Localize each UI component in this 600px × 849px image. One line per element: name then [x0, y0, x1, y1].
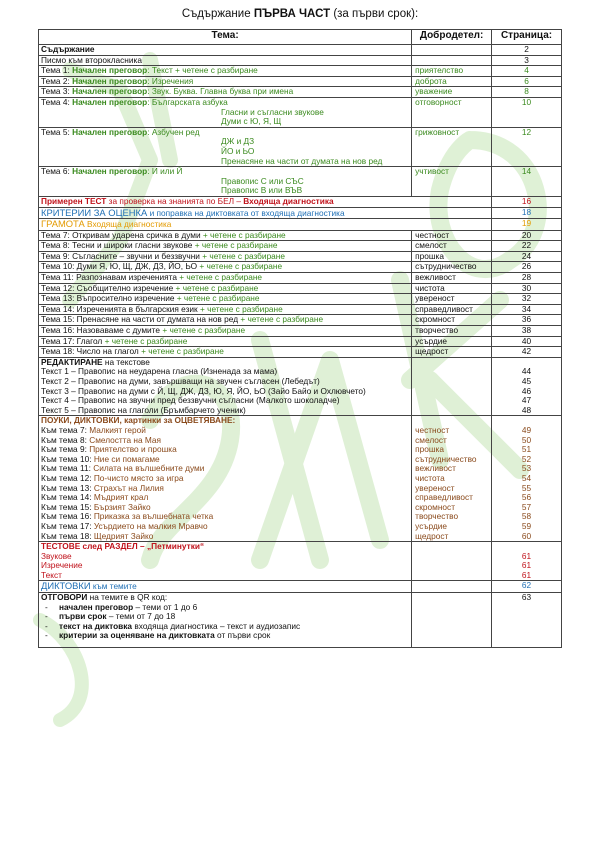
- list-item: - начален преговор – теми от 1 до 6: [41, 603, 409, 613]
- list-item: Към тема 11: Силата на вълшебните думи: [41, 463, 205, 474]
- row-virtue: увереност: [412, 294, 492, 305]
- table-row: [39, 66, 562, 77]
- row-topic: Тема 16: Назоваваме с думите + четене с разбиране: [39, 326, 412, 337]
- editing-pages: 44 45 46 47 48: [492, 357, 562, 416]
- row-page: 10: [492, 97, 562, 127]
- list-item: Текст 5 – Правопис на глаголи (Бръмбарчето ученик): [41, 404, 246, 415]
- row-virtue: грижовност: [412, 127, 492, 166]
- row-page: 36: [492, 315, 562, 326]
- title-suffix: (за първи срок):: [333, 8, 419, 20]
- table-row: [39, 230, 562, 241]
- row-virtue: смелост: [412, 241, 492, 252]
- row-topic: Тема 2: Начален преговор: Изречения: [39, 76, 412, 87]
- lessons-pages: 49 50 51 52 53 54 55 56 57 58 59 60: [492, 416, 562, 542]
- row-page: 18: [492, 207, 562, 219]
- table-row: [39, 315, 562, 326]
- row-virtue: учтивост: [412, 167, 492, 197]
- row-topic: Тема 7: Откривам ударена сричка в думи + четене с разбиране: [39, 230, 412, 241]
- tests-pages: 61 61 61: [492, 542, 562, 581]
- row-page: 40: [492, 336, 562, 347]
- row-page: 19: [492, 219, 562, 231]
- row-virtue: щедрост: [412, 347, 492, 358]
- row-topic: Съдържание: [39, 45, 412, 56]
- row-page: 38: [492, 326, 562, 337]
- row-topic: ДИКТОВКИ към темите: [39, 581, 412, 593]
- row-topic: Тема 1: Начален преговор: Текст + четене с разбиране: [39, 66, 412, 77]
- table-row: [39, 581, 562, 593]
- row-virtue: справедливост: [412, 304, 492, 315]
- row-topic: Писмо към второкласника: [39, 55, 412, 66]
- row-virtue: скромност: [412, 315, 492, 326]
- row-page: 32: [492, 294, 562, 305]
- answers-page: 63: [492, 593, 562, 648]
- header-virtue: Добродетел:: [412, 30, 492, 45]
- tests-section: [39, 542, 562, 581]
- row-topic: Тема 12: Съобщително изречение + четене с разбиране: [39, 283, 412, 294]
- table-row: [39, 127, 562, 166]
- table-row: [39, 97, 562, 127]
- row-topic: Тема 4: Начален преговор: Българската азбука Гласни и съгласни звукове Думи с Ю, Я, Щ: [39, 97, 412, 127]
- table-row: [39, 347, 562, 358]
- row-virtue: творчество: [412, 326, 492, 337]
- row-page: 26: [492, 262, 562, 273]
- row-virtue: чистота: [412, 283, 492, 294]
- title-prefix: Съдържание: [181, 8, 251, 20]
- editing-topics: РЕДАКТИРАНЕ на текстове Текст 1 – Правопис на неударена гласна (Изненада за мама) Текст 2 – Правопис на думи, завършващи на звучен съгласен (Лебедът) Текст 3 – Правопис на думи с Й, Щ, ДЖ, ДЗ, Ю, Я, ЙО, ЬО (Зайо Байо и Охлювчето) Текст 4 – Правопис на звучни пред беззвучни съгласни (Малкото шоколадче) Текст 5 – Правопис на глаголи (Бръмбарчето ученик): [39, 357, 412, 416]
- title-bold: ПЪРВА ЧАСТ: [253, 8, 331, 20]
- table-row: [39, 283, 562, 294]
- table-row: [39, 167, 562, 197]
- list-item: Текст 3 – Правопис на думи с Й, Щ, ДЖ, ДЗ, Ю, Я, ЙО, ЬО (Зайо Байо и Охлювчето): [41, 385, 366, 396]
- row-virtue: прошка: [412, 251, 492, 262]
- contents-table: [38, 29, 562, 648]
- tests-topics: ТЕСТОВЕ след РАЗДЕЛ – „Петминутки“ Звукове Изречение Текст: [39, 542, 412, 581]
- table-header-row: [39, 30, 562, 45]
- row-page: 24: [492, 251, 562, 262]
- row-page: 4: [492, 66, 562, 77]
- row-page: 2: [492, 45, 562, 56]
- row-topic: Тема 10: Думи Я, Ю, Щ, ДЖ, ДЗ, ЙО, ЬО + четене с разбиране: [39, 262, 412, 273]
- row-page: 8: [492, 87, 562, 98]
- header-topic: Тема:: [39, 30, 412, 45]
- row-virtue: доброта: [412, 76, 492, 87]
- row-page: 16: [492, 196, 562, 207]
- row-topic: Тема 6: Начален преговор: И или Й Правопис С или СЪС Правопис В или ВЪВ: [39, 167, 412, 197]
- table-row: [39, 87, 562, 98]
- row-page: 22: [492, 241, 562, 252]
- list-item: Текст 2 – Правопис на думи, завършващи на звучен съгласен (Лебедът): [41, 376, 320, 386]
- table-row: [39, 304, 562, 315]
- row-virtue: честност: [412, 230, 492, 241]
- row-topic: ГРАМОТА Входяща диагностика: [39, 219, 492, 231]
- list-item: - критерии за оценяване на диктовката от първи срок: [41, 631, 409, 641]
- list-item: Звукове: [41, 550, 72, 561]
- list-item: Към тема 10: Ние си помагаме: [41, 453, 160, 464]
- row-topic: Тема 8: Тесни и широки гласни звукове + четене с разбиране: [39, 241, 412, 252]
- row-page: 34: [492, 304, 562, 315]
- lessons-virtues: честност смелост прошка сътрудничество вежливост чистота увереност справедливост скромност творчество усърдие щедрост: [412, 416, 492, 542]
- list-item: Текст 4 – Правопис на звучни пред беззвучни съгласни (Малкото шоколадче): [41, 395, 340, 406]
- list-item: Към тема 12: По-чисто място за игра: [41, 472, 184, 483]
- list-item: Към тема 16: Приказка за вълшебната четка: [41, 511, 214, 522]
- row-page: 6: [492, 76, 562, 87]
- list-item: Изречение: [41, 560, 83, 571]
- row-page: 14: [492, 167, 562, 197]
- list-item: - текст на диктовка входяща диагностика – текст и аудиозапис: [41, 622, 409, 632]
- row-topic: Примерен ТЕСТ за проверка на знанията по БЕЛ – Входяща диагностика: [39, 196, 492, 207]
- list-item: Към тема 14: Мъдрият крал: [41, 492, 149, 503]
- row-page: 62: [492, 581, 562, 593]
- row-virtue: сътрудничество: [412, 262, 492, 273]
- row-virtue: приятелство: [412, 66, 492, 77]
- row-virtue: усърдие: [412, 336, 492, 347]
- table-row: [39, 241, 562, 252]
- row-page: 42: [492, 347, 562, 358]
- list-item: Към тема 7: Малкият герой: [41, 424, 146, 435]
- table-row: [39, 336, 562, 347]
- list-item: Към тема 18: Щедрият Зайко: [41, 530, 154, 541]
- header-page: Страница:: [492, 30, 562, 45]
- list-item: - първи срок – теми от 7 до 18: [41, 612, 409, 622]
- row-topic: Тема 18: Число на глагол + четене с разбиране: [39, 347, 412, 358]
- row-virtue: отговорност: [412, 97, 492, 127]
- lessons-topics: ПОУКИ, ДИКТОВКИ, картинки за ОЦВЕТЯВАНЕ: Към тема 7: Малкият герой Към тема 8: Смелостта на Мая Към тема 9: Приятелство и прошка Към тема 10: Ние си помагаме Към тема 11: Силата на вълшебните думи Към тема 12: По-чисто място за игра Към тема 13: Страхът на Лилия Към тема 14: Мъдрият крал Към тема 15: Бързият Зайко Към тема 16: Приказка за вълшебната четка Към тема 17: Усърдието на малкия Мравчо Към тема 18: Щедрият Зайко: [39, 416, 412, 542]
- row-topic: Тема 17: Глагол + четене с разбиране: [39, 336, 412, 347]
- row-page: 28: [492, 273, 562, 284]
- list-item: Текст: [41, 569, 62, 580]
- row-page: 3: [492, 55, 562, 66]
- row-topic: Тема 9: Съгласните – звучни и беззвучни + четене с разбиране: [39, 251, 412, 262]
- list-item: Към тема 9: Приятелство и прошка: [41, 444, 177, 455]
- row-topic: Тема 15: Пренасяне на части от думата на нов ред + четене с разбиране: [39, 315, 412, 326]
- row-virtue: уважение: [412, 87, 492, 98]
- answers-topics: ОТГОВОРИ на темите в QR код: - начален преговор – теми от 1 до 6 - първи срок – теми от 7 до 18 - текст на диктовка входяща диагностика – текст и аудиозапис - критерии за оценяване на диктовката от първи срок: [39, 593, 412, 648]
- page-title: [0, 8, 600, 20]
- list-item: Към тема 8: Смелостта на Мая: [41, 434, 161, 445]
- row-topic: Тема 13: Въпросително изречение + четене с разбиране: [39, 294, 412, 305]
- row-topic: КРИТЕРИИ ЗА ОЦЕНКА и поправка на диктовката от входяща диагностика: [39, 207, 492, 219]
- list-item: Текст 1 – Правопис на неударена гласна (Изненада за мама): [41, 366, 278, 377]
- table-row: [39, 207, 562, 219]
- table-row: [39, 294, 562, 305]
- row-virtue: вежливост: [412, 273, 492, 284]
- table-row: [39, 76, 562, 87]
- table-row: [39, 45, 562, 56]
- list-item: Към тема 13: Страхът на Лилия: [41, 482, 164, 493]
- table-row: [39, 196, 562, 207]
- editing-section: [39, 357, 562, 416]
- list-item: Към тема 17: Усърдието на малкия Мравчо: [41, 520, 208, 531]
- row-page: 20: [492, 230, 562, 241]
- row-page: 12: [492, 127, 562, 166]
- lessons-section: [39, 416, 562, 542]
- row-topic: Тема 3: Начален преговор: Звук. Буква. Главна буква при имена: [39, 87, 412, 98]
- table-row: [39, 273, 562, 284]
- table-row: [39, 55, 562, 66]
- row-topic: Тема 14: Изреченията в българския език + четене с разбиране: [39, 304, 412, 315]
- table-row: [39, 262, 562, 273]
- row-page: 30: [492, 283, 562, 294]
- row-topic: Тема 11: Разпознавам изреченията + четене с разбиране: [39, 273, 412, 284]
- table-row: [39, 219, 562, 231]
- table-row: [39, 326, 562, 337]
- list-item: Към тема 15: Бързият Зайко: [41, 501, 151, 512]
- answers-section: [39, 593, 562, 648]
- row-topic: Тема 5: Начален преговор: Азбучен ред ДЖ и ДЗ ЙО и ЬО Пренасяне на части от думата на нов ред: [39, 127, 412, 166]
